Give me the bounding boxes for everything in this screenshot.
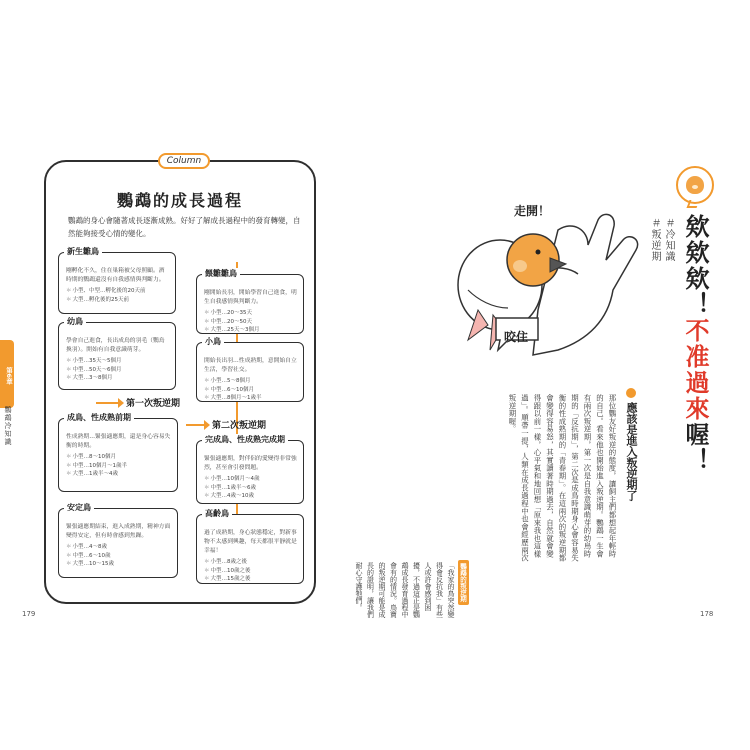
- page-number: 178: [700, 610, 714, 618]
- bullet-icon: [626, 388, 636, 398]
- stage-stable: [58, 503, 178, 578]
- stage-desc: 開始長出羽…性成熟期，意開始自立生活，學習社交。: [204, 358, 297, 373]
- rebel-period-2: 第二次叛逆期: [212, 421, 267, 431]
- stage-ages: [66, 453, 171, 479]
- stage-age: ＊ 中型…6～10歲: [66, 552, 171, 561]
- stage-label: 成鳥、性成熟前期: [64, 412, 134, 423]
- stage-label: 完成鳥、性成熟完成期: [202, 434, 288, 445]
- stage-label: 餵雛雛鳥: [202, 268, 240, 279]
- stage-age: ＊ 大型…4歲～10歲: [204, 492, 297, 501]
- rebel-arrow-2-icon: [186, 424, 206, 426]
- stage-desc: 緊張適應期結束，進入成熟期，精神方面變得安定，但有時會感到焦躁。: [66, 524, 171, 539]
- badge-tail-icon: [687, 200, 700, 208]
- tip-text: 「我家的鳥突然變得會反抗我」有些人或許會感到困擾，不過這正是鸚鵡成長發育過程中會有的情況。鳥寶的叛逆期可能是成長的證明，讓我們耐心守護牠們。: [355, 562, 455, 618]
- stage-age: ＊ 小型…8～10個月: [66, 453, 171, 462]
- section-title: [624, 388, 638, 501]
- stage-age: ＊ 大型…孵化後的25天前: [66, 296, 169, 305]
- stage-age: ＊ 中型…50天～6個月: [66, 366, 169, 375]
- hashtag-rebellion: ＃叛逆期: [649, 218, 660, 262]
- stage-age: ＊ 小型、中型…孵化後的20天前: [66, 287, 169, 296]
- stage-desc: 學會自己進食，長出成鳥的羽毛（鸚鳥換羽）。開始有自我意識萌芽。: [66, 338, 165, 353]
- stage-age: ＊ 小型…20～35天: [204, 309, 297, 318]
- stage-ages: [66, 357, 169, 383]
- stage-age: ＊ 大型…1歲半～4歲: [66, 470, 171, 479]
- column-tag: Column: [158, 153, 210, 169]
- stage-age: ＊ 小型…4～8歲: [66, 543, 171, 552]
- headline-part-2: 不准過來: [681, 318, 709, 422]
- chapter-tab: 第6章: [0, 340, 14, 408]
- left-page: [0, 130, 372, 630]
- column-box: [44, 156, 316, 604]
- stage-senior: [196, 509, 304, 584]
- stage-ages: [66, 287, 169, 304]
- stage-ages: [204, 475, 297, 501]
- chapter-subtitle: 鸚鵡冷知識: [4, 406, 12, 446]
- stage-age: ＊ 大型…25天～3個月: [204, 326, 297, 335]
- sfx-bite: 咬住: [504, 330, 529, 344]
- stage-desc: 剛孵化不久，住在巢箱被父母照顧。酒時期的鸚鵡還沒有自我感情與判斷力。: [66, 268, 165, 283]
- stage-ages: [204, 377, 297, 403]
- stage-label: 幼鳥: [64, 316, 86, 327]
- section-title-text: 應該是進入叛逆期了: [625, 401, 638, 501]
- stage-juvenile: [58, 317, 176, 390]
- stage-desc: 緊張適應期，對伴侶的愛變得非常強烈，甚至會引發問題。: [204, 456, 297, 471]
- stage-adult-early: [58, 413, 178, 492]
- headline: [681, 214, 709, 474]
- rebel-arrow-1-icon: [96, 402, 120, 404]
- stage-age: ＊ 中型…10歲之後: [204, 567, 297, 576]
- stage-fledgling: [196, 269, 304, 334]
- hashtag-trivia: ＃冷知識: [663, 218, 674, 262]
- stage-desc: 剛開始長羽，開始學習自己進食，明生自我感情與判斷力。: [204, 290, 297, 305]
- right-page: [355, 130, 750, 630]
- stage-age: ＊ 中型…1歲半～6歲: [204, 484, 297, 493]
- rebel-period-1: 第一次叛逆期: [126, 399, 181, 409]
- stage-age: ＊ 大型…10～15歲: [66, 560, 171, 569]
- page-number: 179: [22, 610, 36, 618]
- stage-age: ＊ 中型…20～50天: [204, 318, 297, 327]
- stage-label: 新生雛鳥: [64, 246, 102, 257]
- stage-age: ＊ 小型…8歲之後: [204, 558, 297, 567]
- sfx-go-away: 走開！: [514, 204, 551, 218]
- stage-age: ＊ 大型…15歲之後: [204, 575, 297, 584]
- stage-ages: [204, 309, 297, 335]
- tip-badge: 鸚鵡的叛逆期: [458, 560, 469, 605]
- stage-age: ＊ 大型…8個月～1歲半: [204, 394, 297, 403]
- stage-label: 高齡鳥: [202, 508, 232, 519]
- stage-ages: [66, 543, 171, 569]
- stage-age: ＊ 小型…35天～5個月: [66, 357, 169, 366]
- stage-label: 安定鳥: [64, 502, 94, 513]
- stage-ages: [204, 558, 297, 584]
- stage-age: ＊ 大型…3～8個月: [66, 374, 169, 383]
- stage-age: ＊ 中型…10個月～1歲半: [66, 462, 171, 471]
- stage-desc: 過了成熟期，身心狀態穩定，對新事物不太感到興趣，每天都很平靜就是幸福！: [204, 530, 297, 554]
- stage-age: ＊ 小型…5～8個月: [204, 377, 297, 386]
- stage-age: ＊ 中型…6～10個月: [204, 386, 297, 395]
- headline-part-1: 欸欸欸！: [681, 214, 709, 318]
- body-text: 那位鸚友好叛逆的態度，讓飼主們都想起年輕時的自己。看來他也開始進入叛逆期。鸚鵡一生會有兩次叛逆期，第一次是自我意識萌芽的幼鳥時期的「反抗期」，第二次是成鳥時期身心會容易失衡的性成熟期的「青春期」。在這兩次的叛逆期都會變得容易怒，其實讀著時期過去，自然就會變得跟以前一樣，心平氣和地回想「原來我也這樣過」。順帶一提，人類在成長過程中也會經歷兩次叛逆期喔。: [508, 394, 617, 562]
- column-title: 鸚鵡的成長過程: [116, 191, 243, 210]
- mascot-badge: [676, 166, 714, 204]
- column-intro: 鸚鵡的身心會隨著成長逐漸成熟。好好了解成長過程中的發育轉變，自然能夠接受心情的變化。: [68, 216, 301, 238]
- stage-young: [196, 337, 304, 402]
- stage-age: ＊ 小型…10個月～4歲: [204, 475, 297, 484]
- bird-face-icon: [686, 176, 704, 194]
- hand-icon: [533, 214, 638, 355]
- stage-desc: 性成熟期…緊張適應期，還是身心容易失衡的時期。: [66, 434, 171, 449]
- stage-label: 小鳥: [202, 336, 224, 347]
- headline-part-3: 喔！: [681, 422, 709, 474]
- stage-newborn: [58, 247, 176, 314]
- stage-adult-complete: [196, 435, 304, 504]
